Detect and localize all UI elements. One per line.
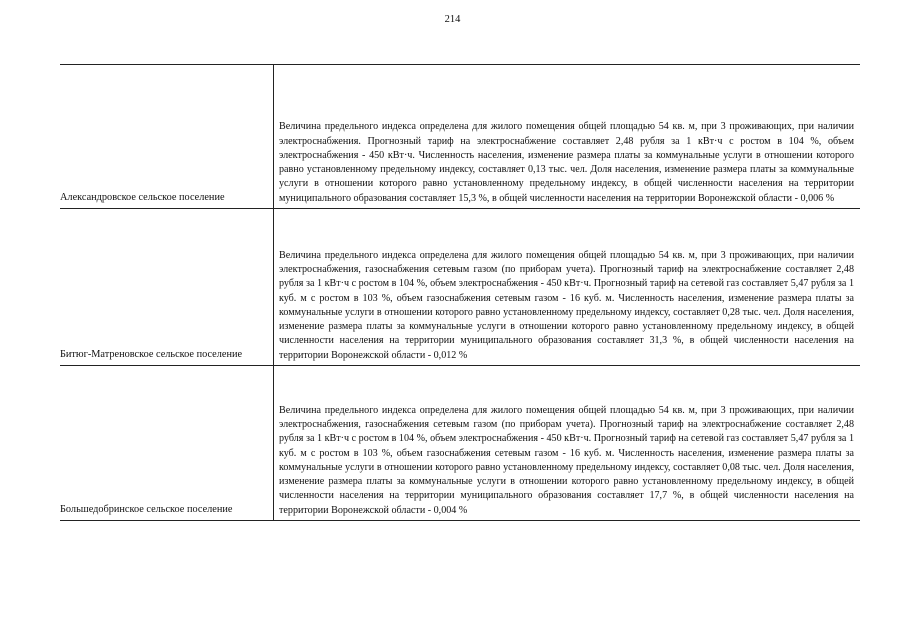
table-row	[60, 64, 860, 208]
settlement-name: Битюг-Матреновское сельское поселение	[60, 348, 243, 360]
description-cell	[273, 366, 860, 520]
settlement-description: Величина предельного индекса определена для жилого помещения общей площадью 54 кв. м, при 3 проживающих, при наличии электроснабжения, газоснабжения сетевым газом (по приборам учета). Прогнозный тариф на электроснабжение составляет 2,48 рубля за 1 кВт·ч с ростом в 104 %, объем электроснабжения - 450 кВт·ч. Прогнозный тариф на сетевой газ составляет 5,47 рубля за 1 куб. м с ростом в 103 %, объем газоснабжения сетевым газом - 16 куб. м. Численность населения, изменение размера платы за коммунальные услуги в отношении которого равно установленному предельному индексу, составляет 0,08 тыс. чел. Доля населения, изменение размера платы за коммунальные услуги в отношении которого равно установленному предельному индексу, в общей численности населения на территории муниципального образования составляет 17,7 %, в общей численности населения на территории Воронежской области - 0,004 %	[279, 404, 854, 516]
description-cell	[273, 65, 860, 208]
table-row	[60, 208, 860, 365]
settlement-name: Большедобринское сельское поселение	[60, 503, 233, 515]
settlements-table	[60, 64, 860, 521]
page-number: 214	[444, 14, 461, 25]
settlement-description: Величина предельного индекса определена для жилого помещения общей площадью 54 кв. м, при 3 проживающих, при наличии электроснабжения, газоснабжения сетевым газом (по приборам учета). Прогнозный тариф на электроснабжение составляет 2,48 рубля за 1 кВт·ч с ростом в 104 %, объем электроснабжения - 450 кВт·ч. Прогнозный тариф на сетевой газ составляет 5,47 рубля за 1 куб. м с ростом в 103 %, объем газоснабжения сетевым газом - 16 куб. м. Численность населения, изменение размера платы за коммунальные услуги в отношении которого равно установленному предельному индексу, составляет 0,28 тыс. чел. Доля населения, изменение размера платы за коммунальные услуги в отношении которого равно установленному предельному индексу, в общей численности населения на территории муниципального образования составляет 31,3 %, в общей численности населения на территории Воронежской области - 0,012 %	[279, 249, 854, 361]
table-row	[60, 365, 860, 521]
settlement-name: Александровское сельское поселение	[60, 191, 225, 203]
description-cell	[273, 209, 860, 365]
settlement-description: Величина предельного индекса определена для жилого помещения общей площадью 54 кв. м, при 3 проживающих, при наличии электроснабжения. Прогнозный тариф на электроснабжение составляет 2,48 рубля за 1 кВт·ч с ростом в 104 %, объем электроснабжения - 450 кВт·ч. Численность населения, изменение размера платы за коммунальные услуги в отношении которого равно установленному предельному индексу, составляет 0,13 тыс. чел. Доля населения, изменение размера платы за коммунальные услуги в отношении которого равно установленному предельному индексу, в общей численности населения на территории муниципального образования составляет 15,3 %, в общей численности населения на территории Воронежской области - 0,006 %	[279, 121, 854, 204]
